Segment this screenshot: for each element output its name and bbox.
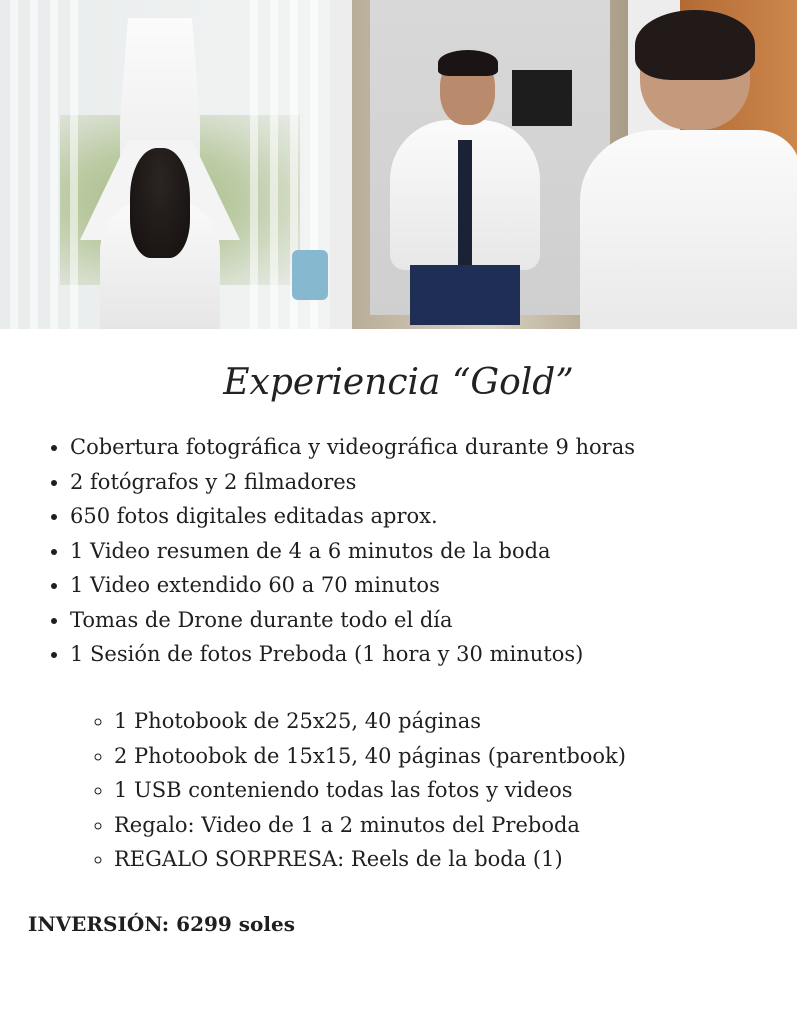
included-services-list bbox=[30, 430, 635, 672]
list-item: ◦ 1 USB conteniendo todas las fotos y videos bbox=[114, 773, 626, 808]
investment-price: INVERSIÓN: 6299 soles bbox=[28, 912, 295, 936]
header-photos bbox=[0, 0, 797, 329]
list-item: • 2 fotógrafos y 2 filmadores bbox=[70, 465, 635, 500]
list-item: • Cobertura fotográfica y videográfica durante 9 horas bbox=[70, 430, 635, 465]
bride-with-wedding-dress-photo bbox=[0, 0, 330, 329]
list-item: ◦ 1 Photobook de 25x25, 40 páginas bbox=[114, 704, 626, 739]
list-item: ◦ 2 Photoobok de 15x15, 40 páginas (parentbook) bbox=[114, 739, 626, 774]
list-item: ◦ REGALO SORPRESA: Reels de la boda (1) bbox=[114, 842, 626, 877]
list-item: • 1 Video extendido 60 a 70 minutos bbox=[70, 568, 635, 603]
list-item: • 650 fotos digitales editadas aprox. bbox=[70, 499, 635, 534]
package-title: Experiencia “Gold” bbox=[223, 362, 574, 403]
groom-mirror-tie-photo bbox=[330, 0, 797, 329]
list-item: • 1 Sesión de fotos Preboda (1 hora y 30 minutos) bbox=[70, 637, 635, 672]
list-item: ◦ Regalo: Video de 1 a 2 minutos del Preboda bbox=[114, 808, 626, 843]
list-item: • 1 Video resumen de 4 a 6 minutos de la boda bbox=[70, 534, 635, 569]
list-item: • Tomas de Drone durante todo el día bbox=[70, 603, 635, 638]
extras-list bbox=[74, 704, 626, 877]
